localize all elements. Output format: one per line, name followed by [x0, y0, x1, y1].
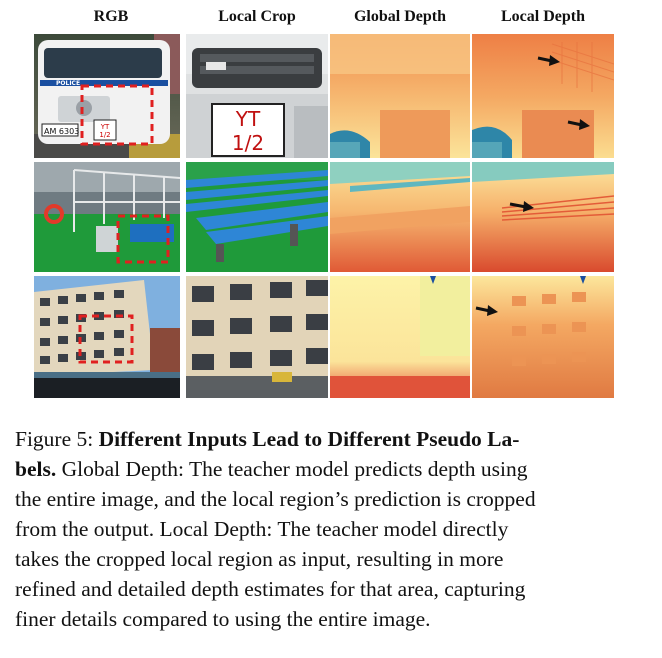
van-front-plate-text: AM 6303	[44, 127, 80, 136]
row2-rgb-ferry-bench	[34, 162, 180, 272]
row1-global-depth	[330, 34, 470, 158]
caption-line-5: takes the cropped local region as input, resulting in more	[15, 547, 504, 571]
row1-local-crop	[186, 34, 328, 158]
caption-line-1	[15, 424, 647, 454]
caption-line-3: the entire image, and the local region’s prediction is cropped	[15, 487, 536, 511]
column-header-global-depth: Global Depth	[353, 8, 446, 25]
row2-global-depth	[330, 162, 470, 272]
caption-line-2	[15, 454, 647, 484]
row3-rgb-building	[34, 276, 180, 398]
plate-line2-large: 1/2	[231, 131, 265, 155]
column-header-local-depth: Local Depth	[501, 8, 585, 25]
caption-title-part-1: Different Inputs Lead to Different Pseudo La-	[98, 427, 520, 451]
caption-title-part-2: bels.	[15, 457, 57, 481]
plate-line2-small: 1/2	[99, 131, 111, 139]
row2-local-crop	[186, 162, 328, 272]
caption-figure-label: Figure 5:	[15, 427, 99, 451]
caption-text: Global Depth: The teacher model predicts depth using	[56, 457, 528, 481]
figure-caption	[15, 424, 647, 634]
row3-global-depth	[330, 276, 470, 398]
caption-line-7: finer details compared to using the entire image.	[15, 607, 431, 631]
row3-local-crop	[186, 276, 328, 398]
row1-local-depth	[472, 34, 614, 158]
column-header-local-crop: Local Crop	[218, 8, 296, 25]
row3-local-depth	[472, 276, 614, 398]
column-header-rgb: RGB	[93, 8, 129, 25]
caption-line-6: refined and detailed depth estimates for that area, capturing	[15, 577, 526, 601]
row1-rgb-police-van	[34, 34, 180, 158]
van-police-text: POLICE	[56, 80, 81, 87]
plate-line1-large: YT	[235, 107, 261, 131]
caption-line-4: from the output. Local Depth: The teacher model directly	[15, 517, 509, 541]
plate-line1-small: YT	[100, 123, 110, 131]
row2-local-depth	[472, 162, 614, 272]
